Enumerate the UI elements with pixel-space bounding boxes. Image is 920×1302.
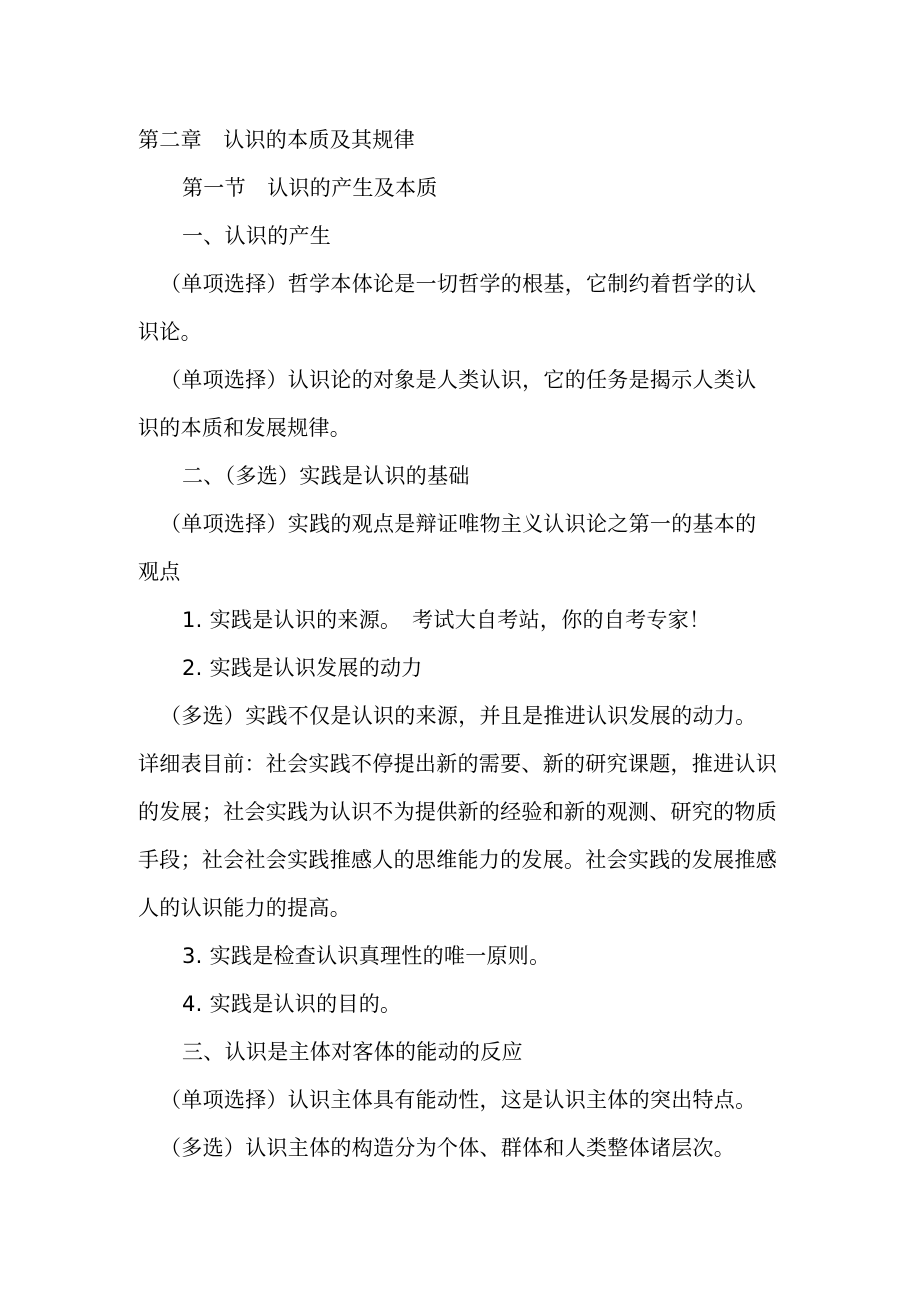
- paragraph-line: 详细表目前：社会实践不停提出新的需要、新的研究课题，推进认识: [138, 752, 777, 776]
- heading-1: 一、认识的产生: [182, 224, 332, 248]
- paragraph-line: 识的本质和发展规律。: [138, 416, 351, 440]
- paragraph-line: （多选）实践不仅是认识的来源，并且是推进认识发展的动力。: [160, 704, 757, 728]
- paragraph-line: （单项选择）实践的观点是辩证唯物主义认识论之第一的基本的: [160, 512, 757, 536]
- list-item: 2. 实践是认识发展的动力: [182, 656, 423, 680]
- paragraph-line: 人的认识能力的提高。: [138, 896, 351, 920]
- list-item: 4. 实践是认识的目的。: [182, 992, 402, 1016]
- paragraph-line: 观点: [138, 560, 181, 584]
- list-item: 1. 实践是认识的来源。 考试大自考站，你的自考专家！: [182, 608, 711, 632]
- list-item: 3. 实践是检查认识真理性的唯一原则。: [182, 944, 551, 968]
- paragraph-line: 识论。: [138, 320, 202, 344]
- paragraph-line: 手段；社会社会实践推感人的思维能力的发展。社会实践的发展推感: [138, 848, 777, 872]
- paragraph-line: （单项选择）认识主体具有能动性，这是认识主体的突出特点。: [160, 1088, 757, 1112]
- heading-3: 三、认识是主体对客体的能动的反应: [182, 1040, 523, 1064]
- paragraph-line: （多选）认识主体的构造分为个体、群体和人类整体诸层次。: [160, 1136, 736, 1160]
- heading-2: 二、（多选）实践是认识的基础: [182, 464, 470, 488]
- paragraph-line: 的发展；社会实践为认识不为提供新的经验和新的观测、研究的物质: [138, 800, 777, 824]
- paragraph-line: （单项选择）认识论的对象是人类认识，它的任务是揭示人类认: [160, 368, 757, 392]
- paragraph-line: （单项选择）哲学本体论是一切哲学的根基，它制约着哲学的认: [160, 272, 757, 296]
- section-title: 第一节 认识的产生及本质: [182, 176, 438, 200]
- chapter-title: 第二章 认识的本质及其规律: [138, 128, 415, 152]
